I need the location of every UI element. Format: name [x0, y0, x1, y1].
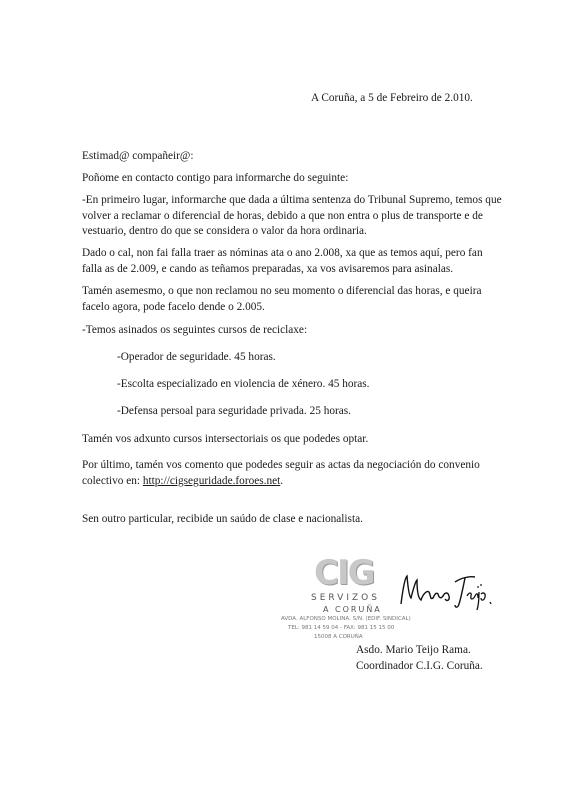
letter-date: A Coruña, a 5 de Febreiro de 2.010. — [311, 92, 473, 104]
courses-intro: -Temos asinados os seguintes cursos de reciclaxe: — [82, 324, 308, 336]
forum-link[interactable]: http://cigseguridade.foroes.net — [142, 474, 281, 487]
cig-logo: CIG — [314, 553, 374, 593]
paragraph-5 — [82, 458, 502, 489]
intro-paragraph: Poñome en contacto contigo para informarche do seguinte: — [82, 172, 349, 184]
course-item: -Operador de seguridade. 45 horas. — [117, 351, 276, 363]
paragraph-1: -En primeiro lugar, informarche que dada a última sentenza do Tribunal Supremo, temos que volver a reclamar o diferencial de horas, debido a que non entra o plus de transporte e de vestuario, dentro do que se considera o valor da hora ordinaria. — [82, 194, 502, 237]
handwritten-signature — [395, 568, 495, 613]
paragraph-5-text: Por último, tamén vos comento que podedes seguir as actas da negociación do convenio colectivo en: — [82, 459, 480, 487]
paragraph-5-end: . — [280, 474, 284, 487]
greeting: Estimad@ compañeir@: — [82, 150, 194, 162]
paragraph-2: Dado o cal, non fai falla traer as nóminas ata o ano 2.008, xa que as temos aquí, pero fan falla as de 2.009, e cando as teñamos preparadas, xa vos avisaremos para asinalas. — [82, 247, 483, 275]
course-item: -Defensa persoal para seguridade privada. 25 horas. — [117, 405, 351, 417]
stamp-address: AVDA. ALFONSO MOLINA, S/N. (EDIF. SINDICAL) — [281, 616, 411, 622]
course-item: -Escolta especializado en violencia de xénero. 45 horas. — [117, 378, 370, 390]
stamp-phone: TEL: 981 14 59 04 - FAX: 981 15 15 00 — [288, 625, 395, 631]
paragraph-3: Tamén asemesmo, o que non reclamou no seu momento o diferencial das horas, e queira facelo agora, pode facelo dende o 2.005. — [82, 285, 482, 313]
signatory-role: Coordinador C.I.G. Coruña. — [356, 660, 483, 672]
closing: Sen outro particular, recibide un saúdo de clase e nacionalista. — [82, 513, 363, 525]
signatory-name: Asdo. Mario Teijo Rama. — [356, 644, 471, 656]
stamp-postcode: 15008 A CORUÑA — [314, 634, 363, 640]
stamp-city: A CORUÑA — [323, 605, 382, 614]
paragraph-4: Tamén vos adxunto cursos intersectoriais os que podedes optar. — [82, 433, 369, 445]
stamp-servizos: SERVIZOS — [311, 593, 380, 603]
